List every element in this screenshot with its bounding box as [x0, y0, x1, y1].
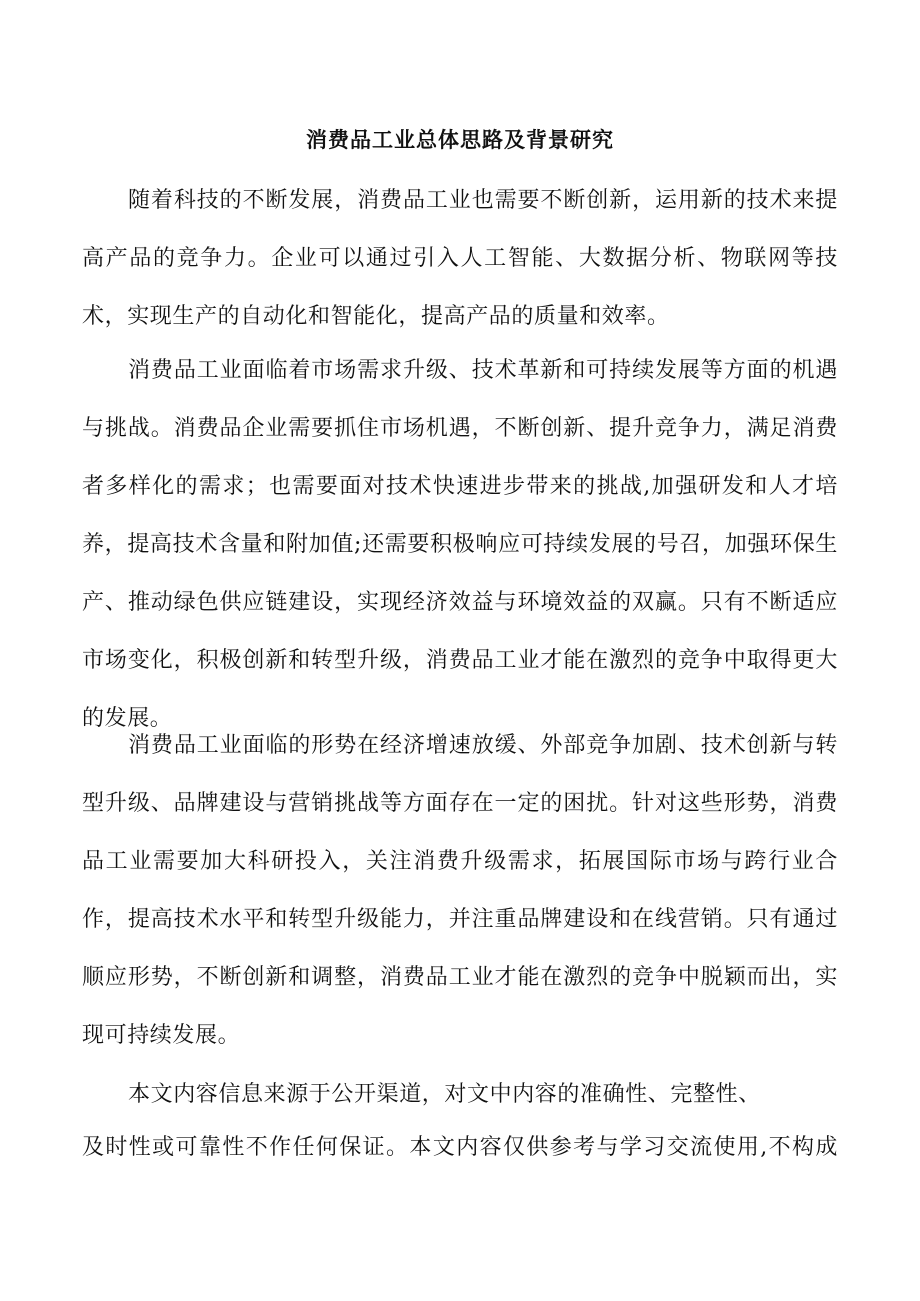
disclaimer-line-2: 及时性或可靠性不作任何保证。本文内容仅供参考与学习交流使用,不构成: [82, 1135, 838, 1160]
body-paragraph-1: 随着科技的不断发展，消费品工业也需要不断创新，运用新的技术来提高产品的竞争力。企业可以通过引入人工智能、大数据分析、物联网等技术，实现生产的自动化和智能化，提高产品的质量和效率。: [82, 188, 838, 329]
body-paragraph-2: 消费品工业面临着市场需求升级、技术革新和可持续发展等方面的机遇与挑战。消费品企业需要抓住市场机遇，不断创新、提升竞争力，满足消费者多样化的需求；也需要面对技术快速进步带来的挑战,加强研发和人才培养，提高技术含量和附加值;还需要积极响应可持续发展的号召，加强环保生产、推动绿色供应链建设，实现经济效益与环境效益的双赢。只有不断适应市场变化，积极创新和转型升级，消费品工业才能在激烈的竞争中取得更大的发展。: [82, 358, 838, 731]
body-paragraph-3: 消费品工业面临的形势在经济增速放缓、外部竞争加剧、技术创新与转型升级、品牌建设与营销挑战等方面存在一定的困扰。针对这些形势，消费品工业需要加大科研投入，关注消费升级需求，拓展国际市场与跨行业合作，提高技术水平和转型升级能力，并注重品牌建设和在线营销。只有通过顺应形势，不断创新和调整，消费品工业才能在激烈的竞争中脱颖而出，实现可持续发展。: [82, 733, 838, 1048]
disclaimer-line-1: 本文内容信息来源于公开渠道，对文中内容的准确性、完整性、: [128, 1082, 761, 1107]
document-title: 消费品工业总体思路及背景研究: [306, 127, 614, 152]
